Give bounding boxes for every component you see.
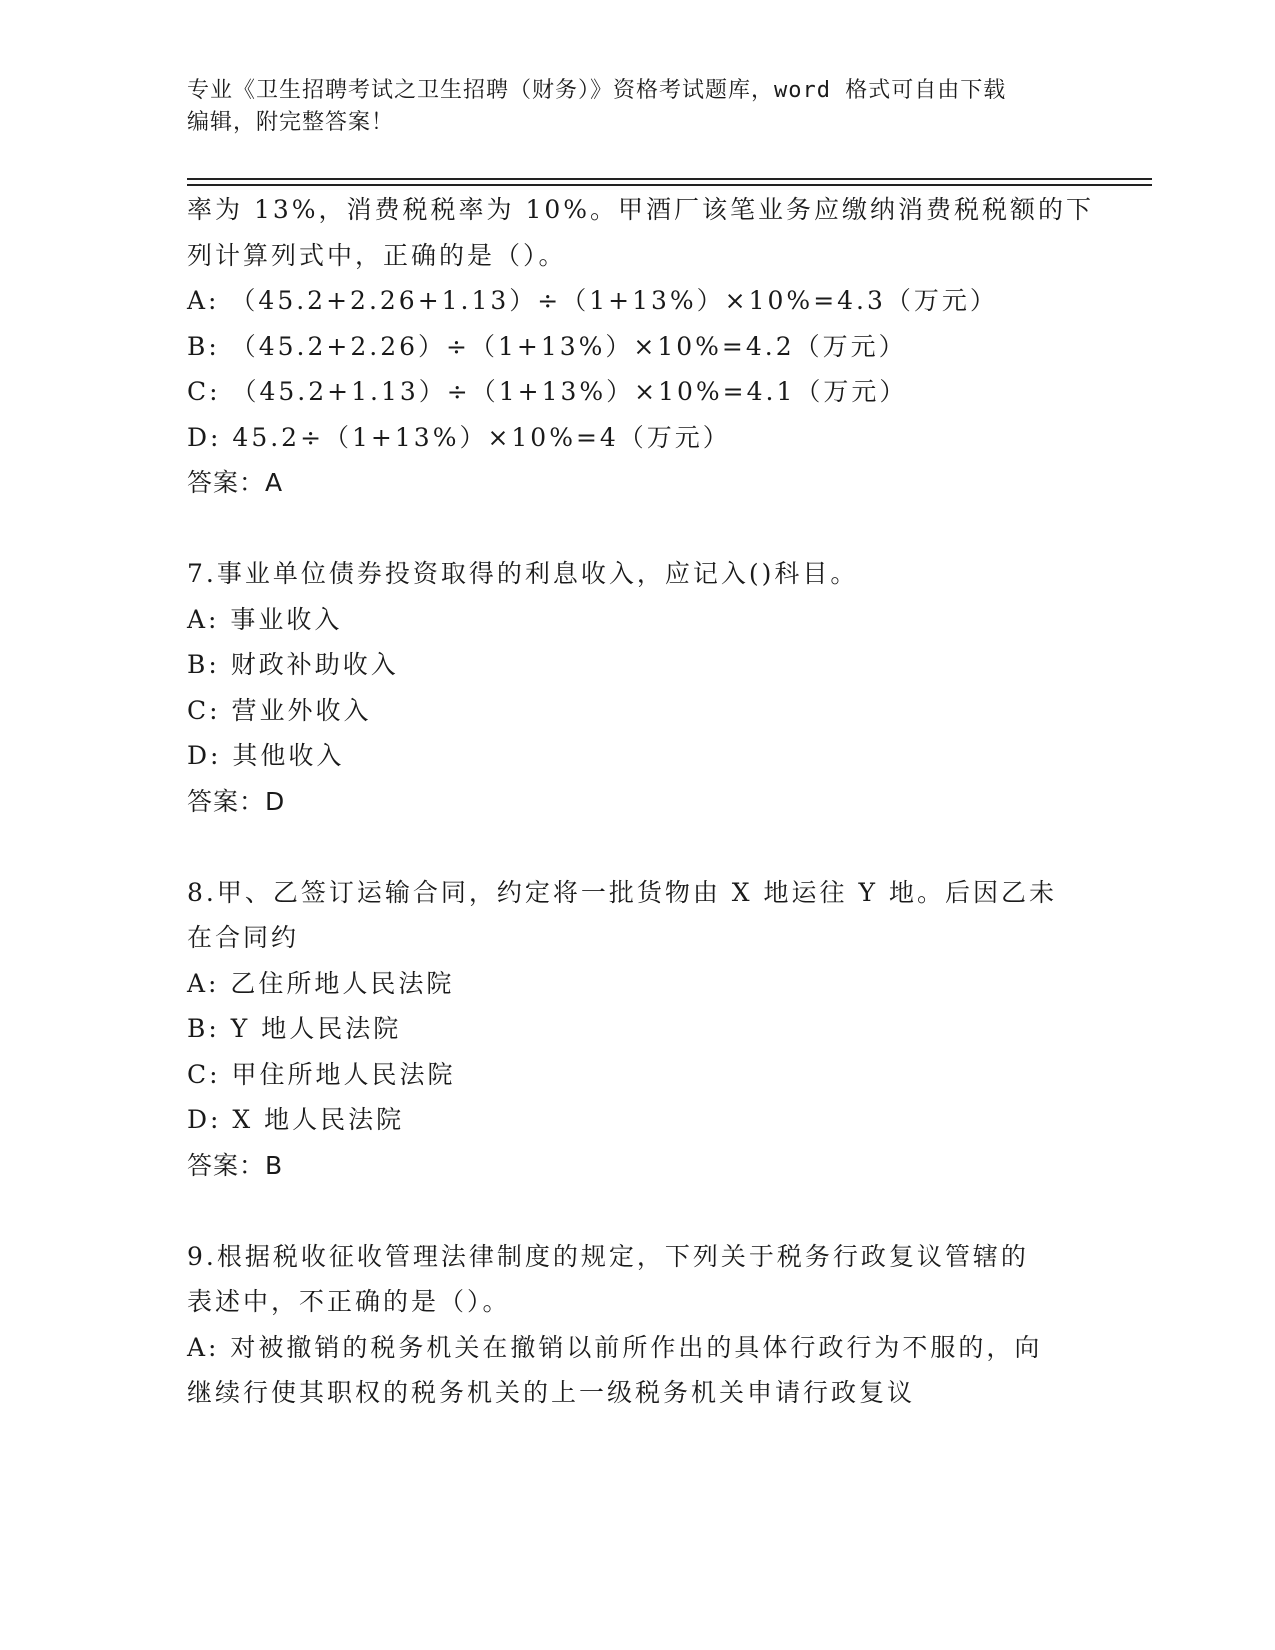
question-9-stem-line-1: 9.根据税收征收管理法律制度的规定，下列关于税务行政复议管辖的 (187, 1241, 1029, 1271)
question-8-stem-line-1: 8.甲、乙签订运输合同，约定将一批货物由 X 地运往 Y 地。后因乙未 (187, 877, 1057, 907)
question-7-option-d: D: 其他收入 (187, 741, 345, 770)
question-7-stem: 7.事业单位债券投资取得的利息收入，应记入()科目。 (187, 559, 859, 588)
question-8-option-a: A: 乙住所地人民法院 (187, 968, 455, 998)
spacer (187, 506, 1087, 552)
question-6-option-a: A: （45.2+2.26+1.13）÷（1+13%）×10%=4.3（万元） (187, 286, 998, 315)
question-6-option-d: D: 45.2÷（1+13%）×10%=4（万元） (187, 422, 731, 452)
question-8-option-c: C: 甲住所地人民法院 (187, 1059, 456, 1089)
document-header (187, 75, 1087, 139)
question-7-option-b: B: 财政补助收入 (187, 650, 399, 679)
spacer (187, 824, 1087, 870)
question-7-option-a: A: 事业收入 (187, 604, 343, 634)
question-8-option-b: B: Y 地人民法院 (187, 1014, 402, 1043)
question-8-stem-line-2: 在合同约 (187, 923, 300, 952)
question-8-option-d: D: X 地人民法院 (187, 1105, 405, 1134)
question-7-option-c: C: 营业外收入 (187, 695, 372, 725)
question-6 (187, 187, 1095, 506)
header-divider-top (187, 178, 1152, 180)
question-9 (187, 1234, 1087, 1416)
question-9-option-a-line-2: 继续行使其职权的税务机关的上一级税务机关申请行政复议 (187, 1378, 916, 1407)
question-7 (187, 551, 1087, 824)
question-8-answer: 答案：B (187, 1150, 284, 1180)
header-line-2: 编辑，附完整答案！ (187, 110, 395, 135)
header-divider-bottom (187, 184, 1152, 186)
question-6-answer: 答案：A (187, 468, 284, 497)
question-6-stem-line-2: 列计算列式中，正确的是（）。 (187, 240, 567, 270)
question-9-option-a-line-1: A: 对被撤销的税务机关在撤销以前所作出的具体行政行为不服的，向 (187, 1332, 1043, 1362)
question-list (187, 187, 1095, 1416)
question-8 (187, 870, 1087, 1189)
question-6-option-b: B: （45.2+2.26）÷（1+13%）×10%=4.2（万元） (187, 331, 907, 361)
spacer (187, 1188, 1087, 1234)
question-7-answer: 答案：D (187, 786, 286, 816)
question-6-option-c: C: （45.2+1.13）÷（1+13%）×10%=4.1（万元） (187, 377, 908, 406)
question-9-stem-line-2: 表述中，不正确的是（）。 (187, 1287, 511, 1316)
question-6-stem-line-1: 率为 13%，消费税税率为 10%。甲酒厂该笔业务应缴纳消费税税额的下 (187, 195, 1095, 224)
header-line-1: 专业《卫生招聘考试之卫生招聘（财务）》资格考试题库，word 格式可自由下载 (187, 78, 1007, 103)
